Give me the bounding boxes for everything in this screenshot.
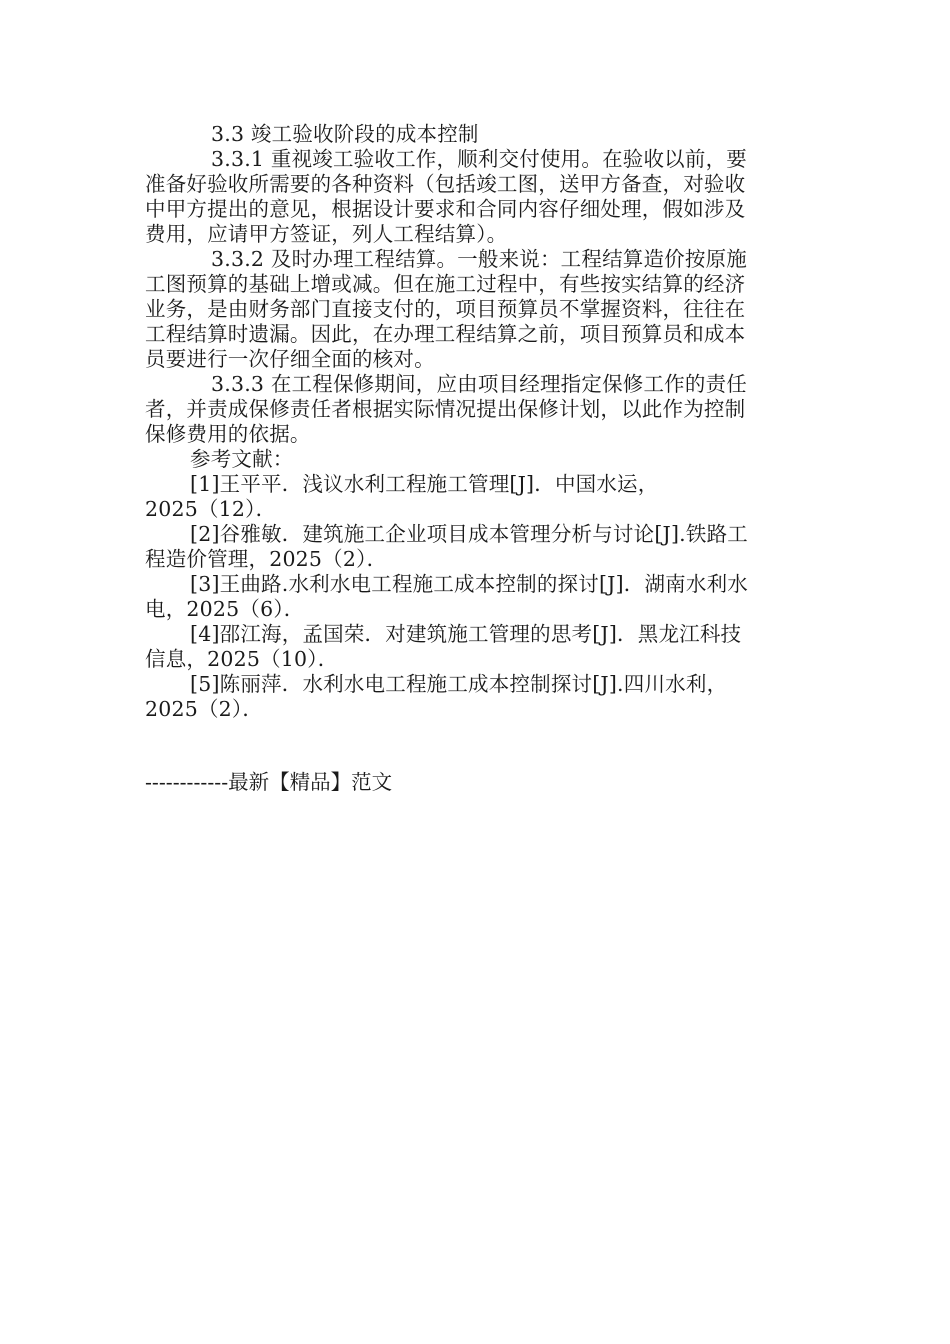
- text-line: 参考文献：: [190, 447, 294, 471]
- text-line: [3]王曲路.水利水电工程施工成本控制的探讨[J]．湖南水利水: [190, 572, 748, 596]
- text-line: 员要进行一次仔细全面的核对。: [145, 347, 435, 371]
- document-body: [145, 122, 805, 722]
- text-line: 2025（2）．: [145, 697, 264, 721]
- text-line: 电，2025（6）．: [145, 597, 305, 621]
- text-line: 工程结算时遗漏。因此，在办理工程结算之前，项目预算员和成本: [145, 322, 746, 346]
- text-line: 者，并责成保修责任者根据实际情况提出保修计划，以此作为控制: [145, 397, 746, 421]
- text-line: [1]王平平．浅议水利工程施工管理[J]．中国水运，: [190, 472, 659, 496]
- text-line: 3.3 竣工验收阶段的成本控制: [211, 122, 479, 146]
- text-line: 中甲方提出的意见，根据设计要求和合同内容仔细处理，假如涉及: [145, 197, 746, 221]
- text-line: [2]谷雅敏．建筑施工企业项目成本管理分析与讨论[J].铁路工: [190, 522, 748, 546]
- text-line: 程造价管理，2025（2）．: [145, 547, 388, 571]
- text-line: 3.3.3 在工程保修期间，应由项目经理指定保修工作的责任: [211, 372, 747, 396]
- text-line: [4]邵江海，孟国荣．对建筑施工管理的思考[J]．黑龙江科技: [190, 622, 742, 646]
- text-line: 业务，是由财务部门直接支付的，项目预算员不掌握资料，往往在: [145, 297, 746, 321]
- text-line: [5]陈丽萍．水利水电工程施工成本控制探讨[J].四川水利，: [190, 672, 728, 696]
- text-line: 3.3.1 重视竣工验收工作，顺利交付使用。在验收以前，要: [211, 147, 747, 171]
- text-line: 准备好验收所需要的各种资料（包括竣工图，送甲方备查，对验收: [145, 172, 746, 196]
- text-line: 信息，2025（10）．: [145, 647, 339, 671]
- text-line: 保修费用的依据。: [145, 422, 311, 446]
- text-line: 费用，应请甲方签证，列人工程结算）。: [145, 222, 508, 246]
- text-line: 工图预算的基础上增或减。但在施工过程中，有些按实结算的经济: [145, 272, 746, 296]
- footer-tagline: ------------最新【精品】范文: [145, 770, 393, 794]
- text-line: 2025（12）．: [145, 497, 277, 521]
- text-line: 3.3.2 及时办理工程结算。一般来说：工程结算造价按原施: [211, 247, 747, 271]
